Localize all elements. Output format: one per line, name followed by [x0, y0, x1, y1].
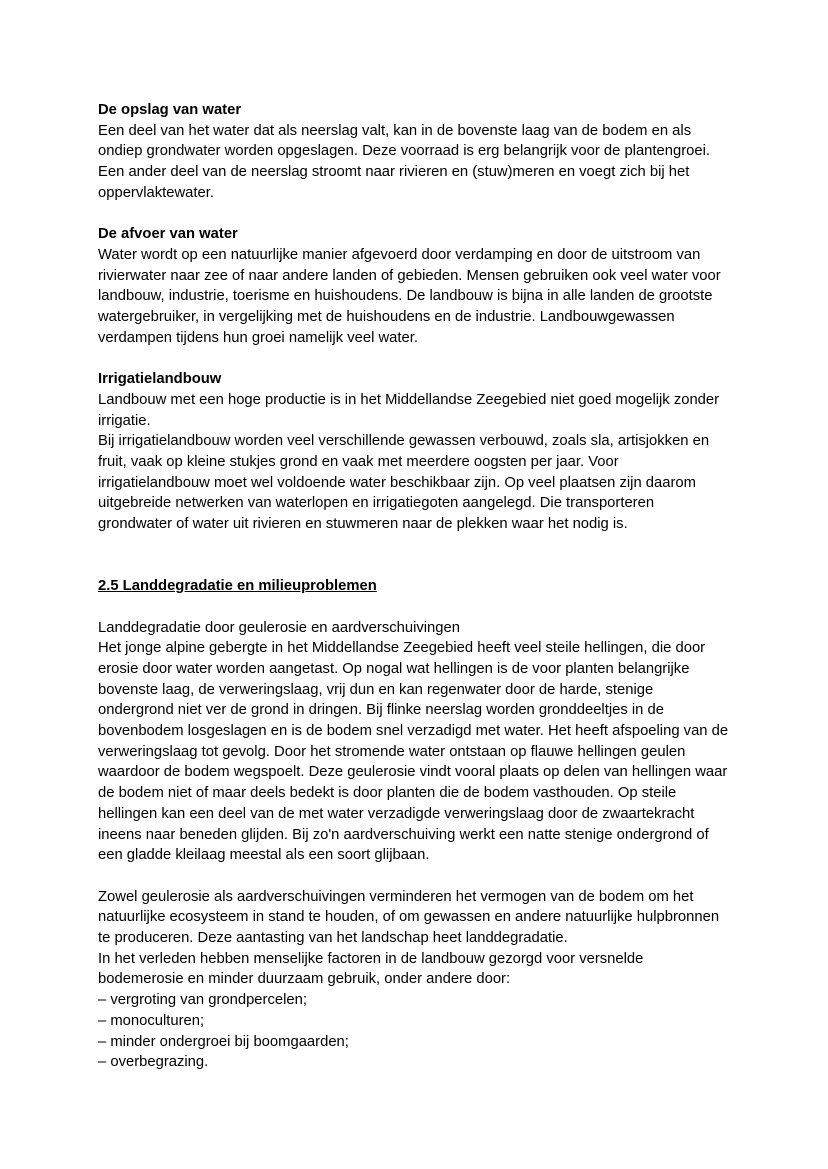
list-item-ondergroei: – minder ondergroei bij boomgaarden;	[98, 1033, 349, 1050]
paragraph-menselijke-factoren: In het verleden hebben menselijke factoren in de landbouw gezorgd voor versnelde bodemerosie en minder duurzaam gebruik, onder andere door:	[98, 950, 644, 988]
paragraph-geulerosie: Het jonge alpine gebergte in het Middellandse Zeegebied heeft veel steile hellingen, die door erosie door water worden aangetast. Op nogal wat hellingen is de voor planten belangrijke bovenste laag, de verweringslaag, vrij dun en kan regenwater door de harde, stenige ondergrond niet ver de grond in dringen. Bij flinke neerslag worden gronddeeltjes in de bovenbodem losgeslagen en is de bodem snel verzadigd met water. Het heeft afspoeling van de verweringslaag tot gevolg. Door het stromende water ontstaan op flauwe hellingen geulen waardoor de bodem wegspoelt. Deze geulerosie vindt vooral plaats op delen van hellingen waar de bodem niet of maar deels bedekt is door planten die de bodem vasthouden. Op steile hellingen kan een deel van de met water verzadigde verweringslaag door de zwaartekracht ineens naar beneden glijden. Bij zo'n aardverschuiving werkt een natte stenige ondergrond of een gladde kleilaag meestal als een soort glijbaan.	[98, 640, 729, 864]
section-heading-afvoer-van-water: De afvoer van water	[98, 226, 238, 243]
section-heading-opslag-van-water: De opslag van water	[98, 102, 242, 118]
dash-list	[98, 990, 730, 1073]
list-item-overbegrazing: – overbegrazing.	[98, 1054, 209, 1071]
paragraph-afvoer: Water wordt op een natuurlijke manier afgevoerd door verdamping en door de uitstroom van rivierwater naar zee of naar andere landen of gebieden. Mensen gebruiken ook veel water voor landbouw, industrie, toerisme en huishoudens. De landbouw is bijna in alle landen de grootste watergebruiker, in vergelijking met de huishoudens en de industrie. Landbouwgewassen verdampen tijdens hun groei namelijk veel water.	[98, 246, 721, 346]
paragraph-irrigatie-1: Landbouw met een hoge productie is in het Middellandse Zeegebied niet goed mogelijk zonder irrigatie.	[98, 391, 720, 429]
section-heading-landdegradatie: 2.5 Landdegradatie en milieuproblemen	[98, 578, 377, 595]
section-heading-irrigatielandbouw: Irrigatielandbouw	[98, 371, 222, 388]
list-item-grondpercelen: – vergroting van grondpercelen;	[98, 992, 307, 1009]
paragraph-opslag: Een deel van het water dat als neerslag valt, kan in de bovenste laag van de bodem en als ondiep grondwater worden opgeslagen. Deze voorraad is erg belangrijk voor de plantengroei. Een ander deel van de neerslag stroomt naar rivieren en (stuw)meren en voegt zich bij het oppervlaktewater.	[98, 122, 710, 201]
list-item-monoculturen: – monoculturen;	[98, 1012, 205, 1029]
paragraph-irrigatie-2: Bij irrigatielandbouw worden veel verschillende gewassen verbouwd, zoals sla, artisjokken en fruit, vaak op kleine stukjes grond en vaak met meerdere oogsten per jaar. Voor irrigatielandbouw moet wel voldoende water beschikbaar zijn. Op veel plaatsen zijn daarom uitgebreide netwerken van waterlopen en irrigatiegoten aangelegd. Die transporteren grondwater of water uit rivieren en stuwmeren naar de plekken waar het nodig is.	[98, 433, 710, 533]
subheading-geulerosie: Landdegradatie door geulerosie en aardverschuivingen	[98, 619, 460, 636]
paragraph-landdegradatie-gevolgen: Zowel geulerosie als aardverschuivingen verminderen het vermogen van de bodem om het natuurlijke ecosysteem in stand te houden, of om gewassen en andere natuurlijke hulpbronnen te produceren. Deze aantasting van het landschap heet landdegradatie.	[98, 888, 720, 947]
